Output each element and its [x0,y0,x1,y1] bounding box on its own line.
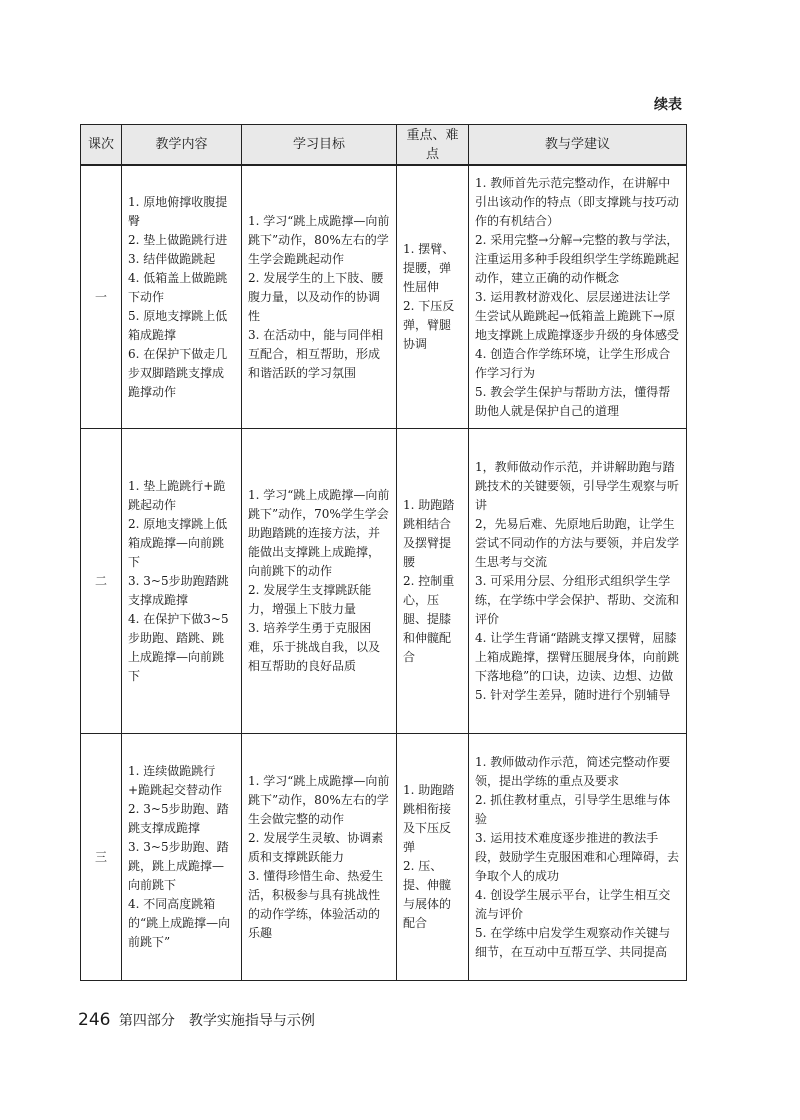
suggestion-item: 3. 运用教材游戏化、层层递进法让学生尝试从跪跳起→低箱盖上跪跳下→原地支撑跳上成跪撑逐步升级的身体感受 [475,289,680,342]
objectives-cell [242,165,397,429]
suggestion-item: 2，先易后难、先原地后助跑，让学生尝试不同动作的方法与要领，并启发学生思考与交流 [475,516,680,569]
content-item: 4. 不同高度跳箱的“跳上成跪撑—向前跳下” [128,897,231,949]
objectives-cell [242,734,397,981]
suggestion-item: 4. 让学生背诵“踏跳支撑又摆臂，屈膝上箱成跪撑，摆臂压腿展身体，向前跳下落地稳”的口诀，边读、边想、边做 [475,630,680,683]
suggestion-item: 5. 教会学生保护与帮助方法，懂得帮助他人就是保护自己的道理 [475,384,671,418]
objectives-cell [242,429,397,734]
key-point-item: 1. 助跑踏跳相衔接及下压反弹 [403,783,455,854]
lesson-cell: 一 [81,165,122,429]
key-points-cell [397,429,469,734]
content-item: 2. 垫上做跪跳行进 [128,232,228,247]
objective-item: 3. 在活动中，能与同伴相互配合，相互帮助，形成和谐活跃的学习氛围 [248,327,384,380]
content-cell [122,734,242,981]
content-item: 4. 在保护下做3~5步助跑、踏跳、跳上成跪撑—向前跳下 [128,611,229,683]
objective-item: 2. 发展学生灵敏、协调素质和支撑跳跃能力 [248,830,384,864]
objective-item: 1. 学习“跳上成跪撑—向前跳下”动作，80%左右的学生学会跪跳起动作 [248,213,390,266]
content-item: 3. 3~5步助跑踏跳支撑成跪撑 [128,573,229,607]
header-suggestions: 教与学建议 [469,125,687,166]
objective-item: 1. 学习“跳上成跪撑—向前跳下”动作，70%学生学会助跑踏跳的连接方法，并能做出支撑跳上成跪撑，向前跳下的动作 [248,488,390,578]
key-point-item: 2. 压、提、伸髋与展体的配合 [403,859,452,930]
lesson-cell: 二 [81,429,122,734]
content-item: 3. 结伴做跪跳起 [128,251,216,266]
content-item: 3. 3~5步助跑、踏跳，跳上成跪撑—向前跳下 [128,840,229,892]
suggestions-cell [469,429,687,734]
header-lesson: 课次 [81,125,122,166]
page-footer [78,1010,315,1030]
suggestions-cell [469,734,687,981]
suggestion-item: 4. 创造合作学练环境，让学生形成合作学习行为 [475,346,671,380]
content-cell [122,429,242,734]
table-row [81,165,687,429]
suggestions-cell [469,165,687,429]
content-item: 6. 在保护下做走几步双脚踏跳支撑成跪撑动作 [128,346,228,399]
key-point-item: 1. 摆臂、提腰，弹性屈伸 [403,242,455,294]
key-point-item: 2. 控制重心，压腿、提膝和伸髋配合 [403,573,455,664]
lesson-table [80,124,687,981]
key-points-cell [397,734,469,981]
table-row [81,734,687,981]
suggestion-item: 4. 创设学生展示平台，让学生相互交流与评价 [475,887,671,921]
content-item: 1. 垫上跪跳行+跪跳起动作 [128,478,226,512]
suggestion-item: 2. 抓住教材重点，引导学生思维与体验 [475,792,671,826]
page-number: 246 [78,1010,111,1030]
content-item: 5. 原地支撑跳上低箱成跪撑 [128,308,228,342]
lesson-cell: 三 [81,734,122,981]
objective-item: 3. 懂得珍惜生命、热爱生活，积极参与具有挑战性的动作学练，体验活动的乐趣 [248,868,384,940]
key-point-item: 2. 下压反弹，臂腿协调 [403,299,455,351]
suggestion-item: 5. 针对学生差异，随时进行个别辅导 [475,687,671,702]
objective-item: 2. 发展学生支撑跳跃能力，增强上下肢力量 [248,583,372,616]
suggestion-item: 5. 在学练中启发学生观察动作关键与细节，在互动中互帮互学、共同提高 [475,925,671,959]
suggestion-item: 1. 教师首先示范完整动作，在讲解中引出该动作的特点（即支撑跳与技巧动作的有机结合） [475,175,680,228]
section-title: 第四部分 教学实施指导与示例 [118,1013,315,1029]
suggestion-item: 3. 运用技术难度逐步推进的教法手段，鼓励学生克服困难和心理障碍，去争取个人的成功 [475,830,680,883]
continued-label: 续表 [654,97,682,113]
content-item: 2. 原地支撑跳上低箱成跪撑—向前跳下 [128,516,228,569]
header-key-points: 重点、难点 [397,125,469,166]
content-cell [122,165,242,429]
key-point-item: 1. 助跑踏跳相结合及摆臂提腰 [403,497,455,569]
key-points-cell [397,165,469,429]
table-header-row [81,125,687,166]
table-row [81,429,687,734]
content-item: 4. 低箱盖上做跪跳下动作 [128,270,228,304]
header-objectives: 学习目标 [242,125,397,166]
content-item: 1. 连续做跪跳行+跪跳起交替动作 [128,764,223,797]
objective-item: 1. 学习“跳上成跪撑—向前跳下”动作，80%左右的学生会做完整的动作 [248,773,390,826]
suggestion-item: 1. 教师做动作示范，简述完整动作要领，提出学练的重点及要求 [475,754,671,788]
suggestion-item: 3. 可采用分层、分组形式组织学生学练，在学练中学会保护、帮助、交流和评价 [475,573,680,626]
objective-item: 2. 发展学生的上下肢、腰腹力量，以及动作的协调性 [248,270,384,323]
suggestion-item: 1，教师做动作示范，并讲解助跑与踏跳技术的关键要领，引导学生观察与听讲 [475,459,680,512]
content-item: 2. 3~5步助跑、踏跳支撑成跪撑 [128,802,229,835]
header-content: 教学内容 [122,125,242,166]
suggestion-item: 2. 采用完整→分解→完整的教与学法，注重运用多种手段组织学生学练跪跳起动作，建立正确的动作概念 [475,232,680,285]
content-item: 1. 原地俯撑收腹提臀 [128,194,228,228]
objective-item: 3. 培养学生勇于克服困难，乐于挑战自我，以及相互帮助的良好品质 [248,621,381,673]
